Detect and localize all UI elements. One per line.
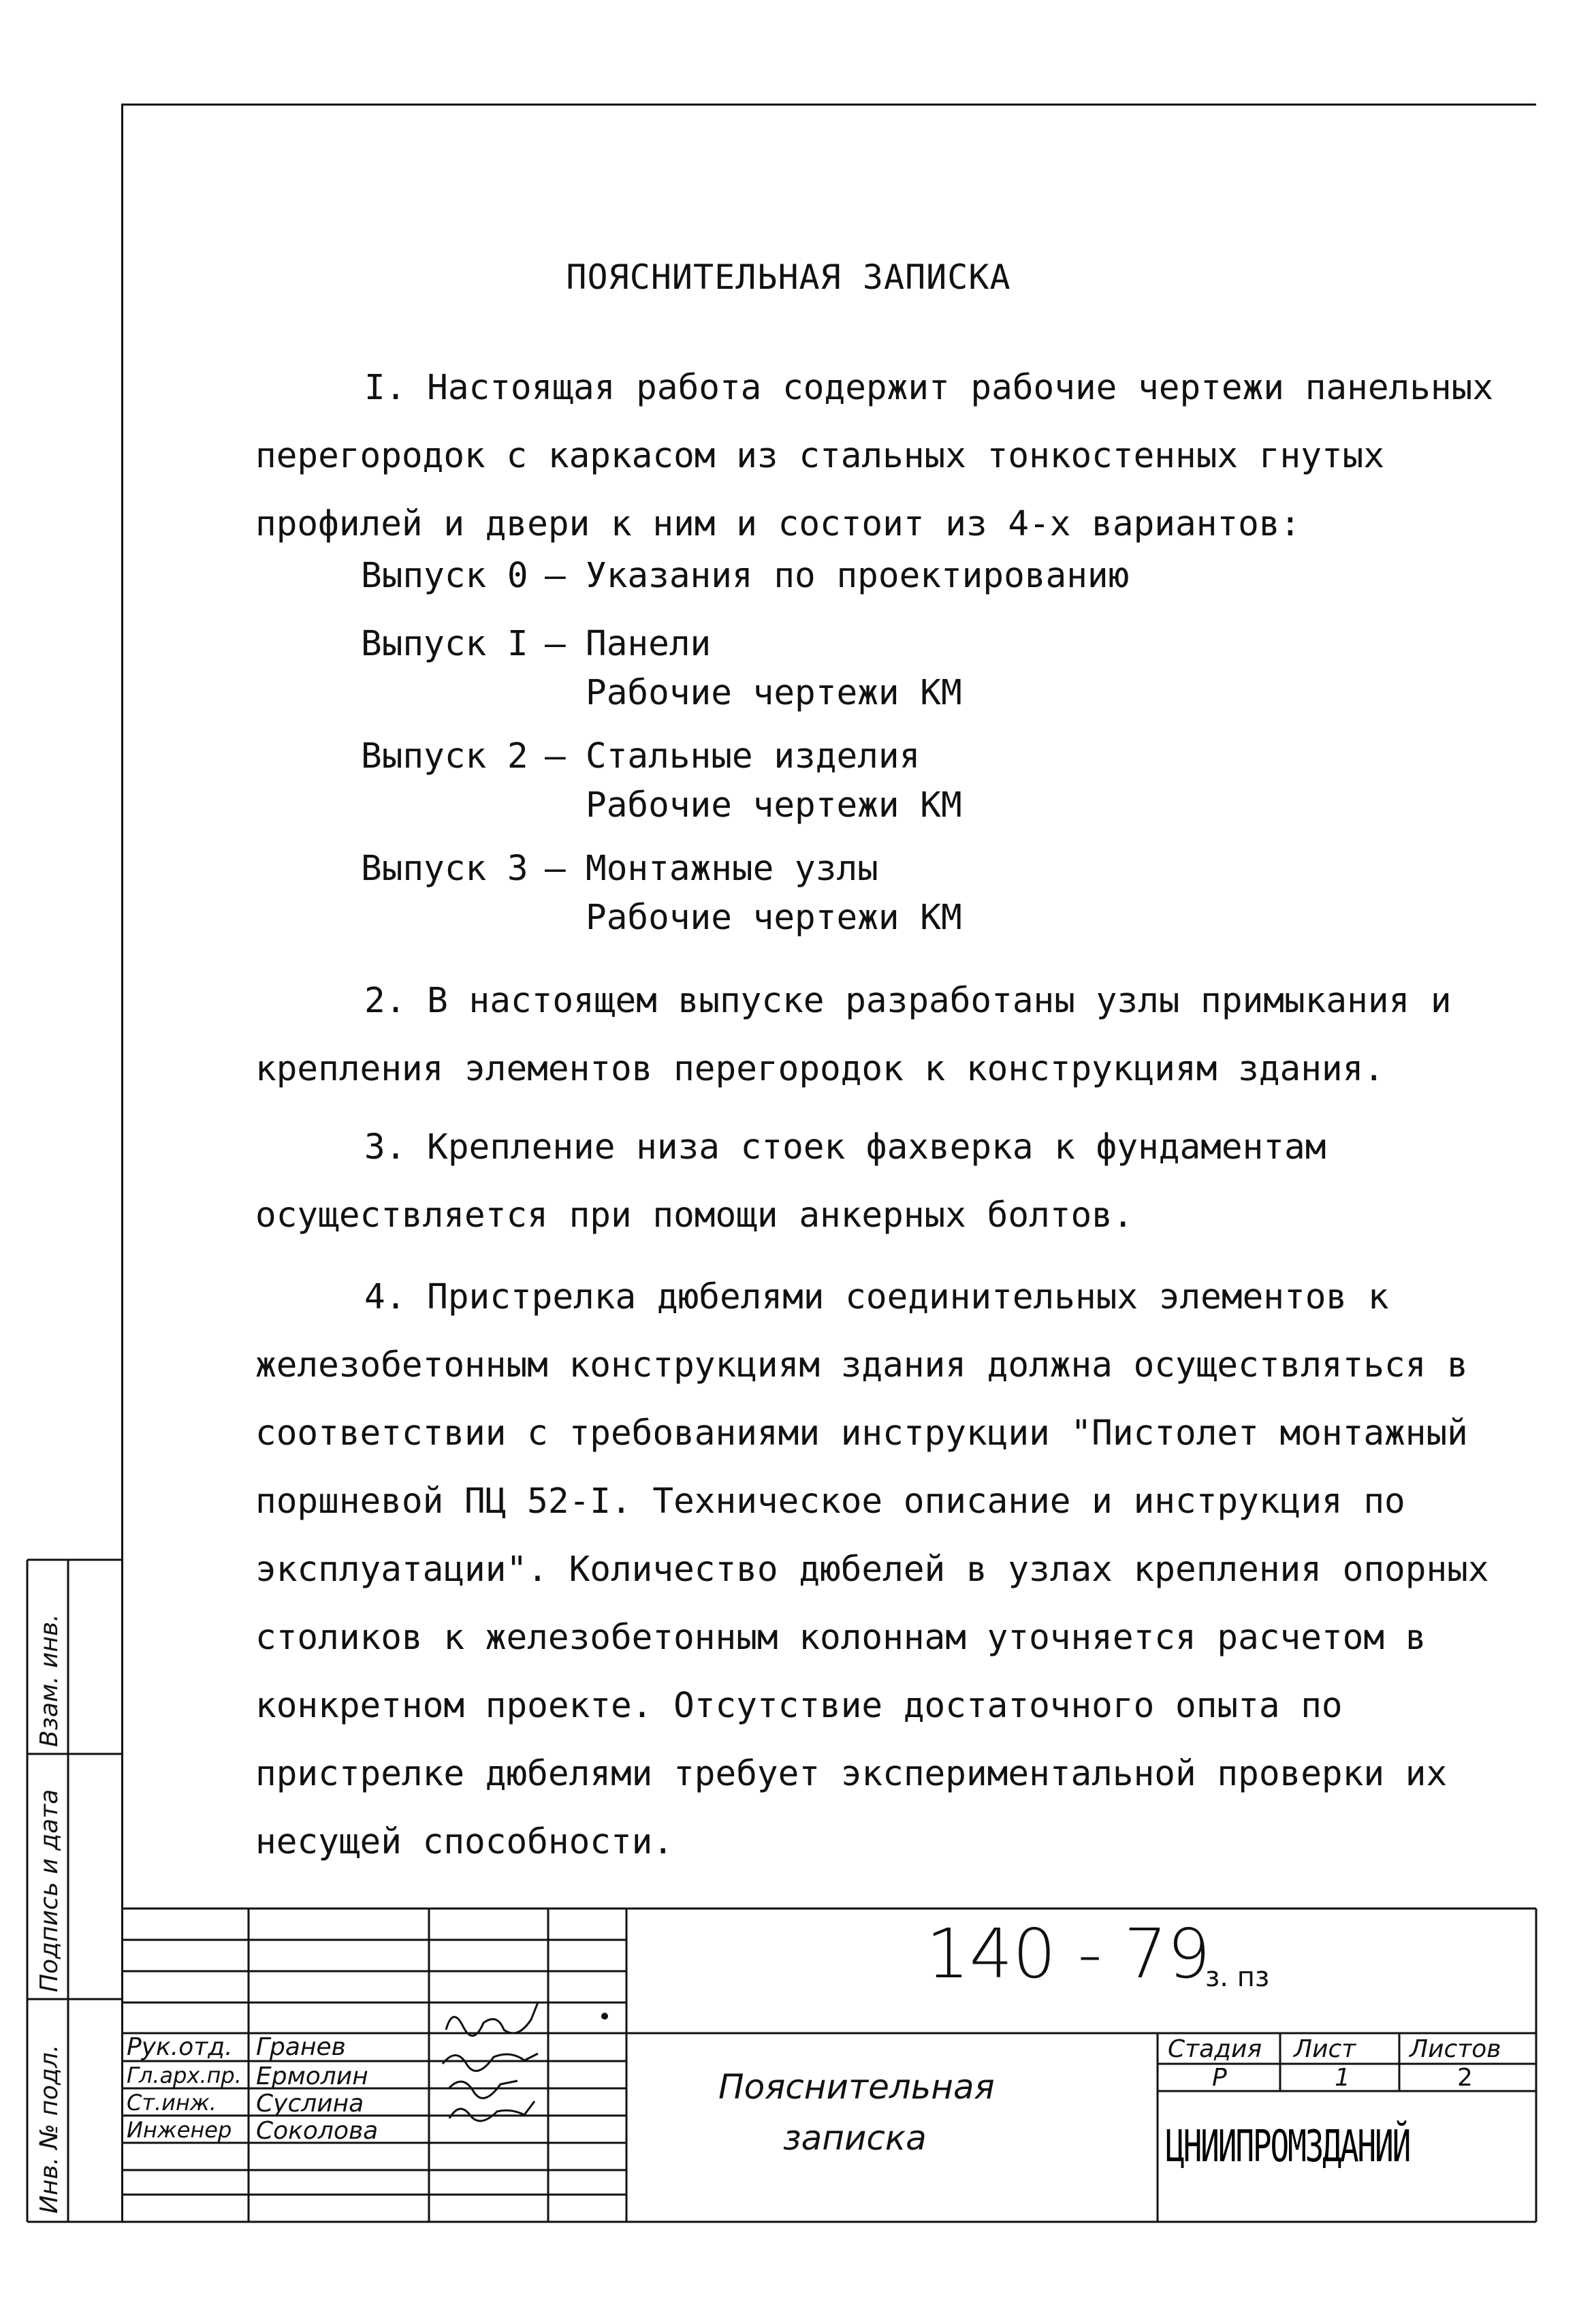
signatures [436, 1999, 552, 2146]
issue-0-label: Выпуск 0 [361, 556, 528, 596]
issue-0-line1: Указания по проектированию [586, 556, 1130, 596]
issue-3-line2: Рабочие чертежи КМ [586, 898, 962, 938]
issue-1-label: Выпуск I [361, 624, 528, 664]
document-title: ПОЯСНИТЕЛЬНАЯ ЗАПИСКА [566, 257, 1011, 297]
issue-1-line2: Рабочие чертежи КМ [586, 673, 962, 713]
paragraph-3: 3. Крепление низа стоек фахверка к фундаментам осуществляется при помощи анкерных болтов. [255, 1127, 1326, 1236]
issue-3-dash: – [545, 849, 566, 889]
issue-3-line1: Монтажные узлы [586, 849, 878, 889]
doc-name-line2: записка [783, 2118, 927, 2158]
signature-date-label: Подпись и дата [35, 1789, 63, 1992]
vzam-inv-label: Взам. инв. [35, 1614, 63, 1747]
sheets-header: Листов [1409, 2035, 1501, 2063]
staff-name-1: Ермолин [256, 2062, 368, 2090]
stage-value: Р [1212, 2064, 1227, 2092]
sheet-value: 1 [1335, 2064, 1350, 2092]
drawing-code: 140 - 79 [926, 1914, 1211, 1994]
frame-left-border [121, 104, 123, 2222]
staff-role-1: Гл.арх.пр. [127, 2062, 242, 2088]
staff-role-3: Инженер [127, 2117, 232, 2143]
issue-2-line1: Стальные изделия [586, 736, 921, 776]
inv-podl-label: Инв. № подл. [35, 2044, 63, 2214]
organization-name: ЦНИИПРОМЗДАНИЙ [1166, 2122, 1410, 2172]
staff-role-2: Ст.инж. [127, 2090, 217, 2116]
issue-2-dash: – [545, 736, 566, 776]
issue-2-line2: Рабочие чертежи КМ [586, 785, 962, 826]
staff-name-3: Соколова [256, 2117, 379, 2145]
paragraph-1: I. Настоящая работа содержит рабочие чертежи панельных перегородок с каркасом из стальных тонкостенных гнутых профилей и двери к ним и состоит из 4-х вариантов: [255, 368, 1494, 544]
sheets-value: 2 [1457, 2064, 1473, 2092]
drawing-code-suffix: з. пз [1205, 1962, 1270, 1993]
issue-1-line1: Панели [586, 624, 712, 664]
doc-name-line1: Пояснительная [718, 2067, 995, 2107]
staff-name-2: Суслина [256, 2090, 364, 2118]
sheet-header: Лист [1294, 2035, 1356, 2063]
issue-0-dash: – [545, 556, 566, 596]
staff-role-0: Рук.отд. [127, 2033, 233, 2061]
staff-name-0: Гранев [256, 2033, 346, 2061]
issue-1-dash: – [545, 624, 566, 664]
issue-2-label: Выпуск 2 [361, 736, 528, 776]
paragraph-4: 4. Пристрелка дюбелями соединительных элементов к железобетонным конструкциям здания должна осуществляться в соответствии с требованиями инструкции "Пистолет монтажный поршневой ПЦ 52-I. Техническое описание и инструкция по эксплуатации". Количество дюбелей в узлах крепления опорных столиков к железобетонным колоннам уточняется расчетом в конкретном проекте. Отсутствие достаточного опыта по пристрелке дюбелями требует экспериментальной проверки их несущей способности. [255, 1277, 1489, 1862]
stage-header: Стадия [1168, 2035, 1262, 2063]
frame-top-border [121, 104, 1536, 106]
issue-3-label: Выпуск 3 [361, 849, 528, 889]
paragraph-2: 2. В настоящем выпуске разработаны узлы примыкания и крепления элементов перегородок к конструкциям здания. [255, 981, 1452, 1089]
